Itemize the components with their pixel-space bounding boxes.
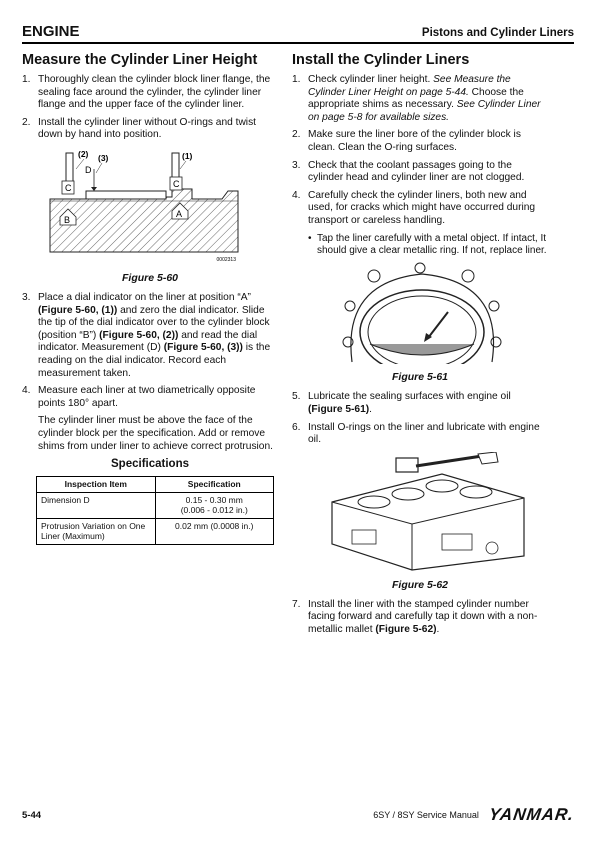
install-steps-cont: [292, 391, 548, 446]
text-run: Lubricate the sealing surfaces with engine oil: [308, 391, 511, 403]
spec-value: (0.006 - 0.012 in.): [180, 505, 248, 516]
callout-2: (2): [78, 148, 89, 159]
table-cell: [155, 518, 274, 544]
figure-code: 0002313: [216, 256, 236, 263]
step-number: 2.: [22, 116, 31, 128]
step-text: Install O-rings on the liner and lubricate with engine oil.: [308, 421, 540, 446]
list-item: [292, 391, 548, 416]
step-number: 4.: [22, 385, 31, 397]
step-text: [38, 292, 278, 380]
list-item: [292, 160, 548, 185]
figure-reference: (Figure 5-61): [308, 403, 370, 415]
step-number: 6.: [292, 421, 301, 433]
callout-1: (1): [182, 150, 193, 161]
page-number: 5-44: [22, 809, 42, 821]
section-title: ENGINE: [22, 23, 80, 40]
bullet-icon: •: [308, 232, 312, 244]
figure-reference: (Figure 5-60, (3)): [163, 342, 243, 354]
step-number: 5.: [292, 391, 301, 403]
figure-reference: (Figure 5-62): [375, 623, 437, 635]
figure-5-60-caption: Figure 5-60: [121, 271, 179, 284]
step-text: Carefully check the cylinder liners, both new and used, for cracks which might have occurred during transport or careless handling.: [308, 189, 536, 226]
figure-reference: (Figure 5-60, (2)): [99, 329, 179, 341]
step-text: Check that the coolant passages going to the cylinder head and cylinder liner are not clogged.: [308, 159, 525, 184]
measure-liner-height-heading: Measure the Cylinder Liner Height: [22, 52, 258, 68]
spec-value: 0.15 - 0.30 mm: [185, 494, 243, 505]
left-column: [22, 52, 278, 545]
footer-right: [373, 805, 574, 825]
table-header-row: [37, 477, 274, 493]
list-item: [22, 385, 278, 410]
specifications-table: [36, 476, 274, 545]
list-item: [292, 74, 548, 124]
liner-photo-illustration: [292, 262, 548, 364]
column-header: Inspection Item: [37, 477, 156, 493]
text-run: Install the liner with the stamped cylinder number facing forward and carefully tap it down with a non-metallic mallet: [308, 598, 538, 635]
list-item: [292, 190, 548, 228]
step-number: 7.: [292, 598, 301, 610]
mallet-install-illustration: [292, 452, 548, 572]
step-text: [308, 391, 548, 416]
page-header: [22, 18, 574, 44]
spec-value: 0.02 mm (0.0008 in.): [175, 520, 254, 531]
liner-height-diagram: [22, 147, 278, 265]
figure-reference: (Figure 5-60, (1)): [38, 304, 118, 316]
text-run: Choose the appropriate shims as necessary.: [308, 86, 524, 111]
callout-3: (3): [98, 152, 109, 163]
cross-reference: See Measure the Cylinder Liner Height on page 5-44.: [308, 74, 511, 98]
step-number: 4.: [292, 189, 301, 201]
step-number: 1.: [292, 74, 301, 85]
bullet-text: Tap the liner carefully with a metal object. If intact, It should give a clear metallic ring. If not, replace liner.: [317, 232, 547, 256]
right-column: [292, 52, 548, 642]
label-d: D: [85, 164, 92, 175]
table-row: [37, 518, 274, 544]
cross-reference: See Cylinder Liner on page 5-8 for available sizes.: [308, 99, 541, 123]
list-item: [22, 292, 278, 380]
label-a: A: [176, 208, 183, 219]
chapter-title: Pistons and Cylinder Liners: [421, 27, 574, 39]
list-item: [22, 117, 278, 142]
figure-5-60: [22, 147, 278, 284]
text-run: Place a dial indicator on the liner at position “A”: [38, 291, 251, 303]
step-number: 3.: [292, 159, 301, 171]
install-steps: [292, 74, 548, 228]
list-item: [292, 129, 548, 154]
figure-5-62: [292, 452, 548, 591]
install-steps-final: [292, 599, 548, 637]
table-row: [37, 492, 274, 518]
protrusion-note: The cylinder liner must be above the face of the cylinder block per the specification. Add or remove shims from under liner to achieve correct protrusion.: [38, 415, 273, 452]
install-liners-heading: Install the Cylinder Liners: [292, 52, 470, 68]
label-c-left: C: [65, 182, 72, 193]
text-run: is the reading on the dial indicator. Record each measurement taken.: [38, 342, 271, 379]
step-number: 1.: [22, 74, 31, 85]
bullet-item: [308, 233, 548, 258]
text-run: .: [369, 403, 372, 415]
page-footer: [22, 803, 574, 827]
text-run: and zero the dial indicator. Slide the tip of the dial indicator over to the cylinder block (position “B”): [38, 304, 270, 341]
step-text: Thoroughly clean the cylinder block liner flange, the sealing face around the cylinder, the cylinder liner flange and the upper face of the cylinder liner.: [38, 74, 271, 111]
table-cell: Dimension D: [37, 492, 156, 518]
table-cell: [155, 492, 274, 518]
step-text: Measure each liner at two diametrically opposite points 180° apart.: [38, 385, 256, 409]
figure-5-61: [292, 262, 548, 383]
figure-5-61-caption: Figure 5-61: [391, 371, 449, 384]
step-text: Make sure the liner bore of the cylinder block is clean. Clean the O-ring surfaces.: [308, 129, 521, 153]
step-text: [308, 599, 548, 637]
figure-5-62-caption: Figure 5-62: [391, 578, 449, 591]
list-item: [292, 422, 548, 447]
table-cell: Protrusion Variation on One Liner (Maximum): [37, 518, 156, 544]
list-item: [22, 74, 278, 112]
label-c-right: C: [173, 178, 180, 189]
text-run: Check cylinder liner height.: [308, 74, 434, 85]
measure-steps: [22, 74, 278, 142]
yanmar-logo: YANMAR.: [487, 805, 576, 824]
step-number: 3.: [22, 291, 31, 303]
step-text: [308, 74, 548, 124]
specifications-heading: Specifications: [111, 458, 189, 471]
step-number: 2.: [292, 129, 301, 141]
step-text: Install the cylinder liner without O-rings and twist down by hand into position.: [38, 116, 256, 141]
column-header: Specification: [155, 477, 274, 493]
text-run: .: [436, 623, 440, 635]
measure-steps-cont: [22, 292, 278, 410]
text-run: and read the dial indicator. Measurement (D): [38, 329, 258, 354]
manual-title: 6SY / 8SY Service Manual: [373, 810, 479, 820]
label-b: B: [64, 214, 71, 225]
list-item: [292, 599, 548, 637]
